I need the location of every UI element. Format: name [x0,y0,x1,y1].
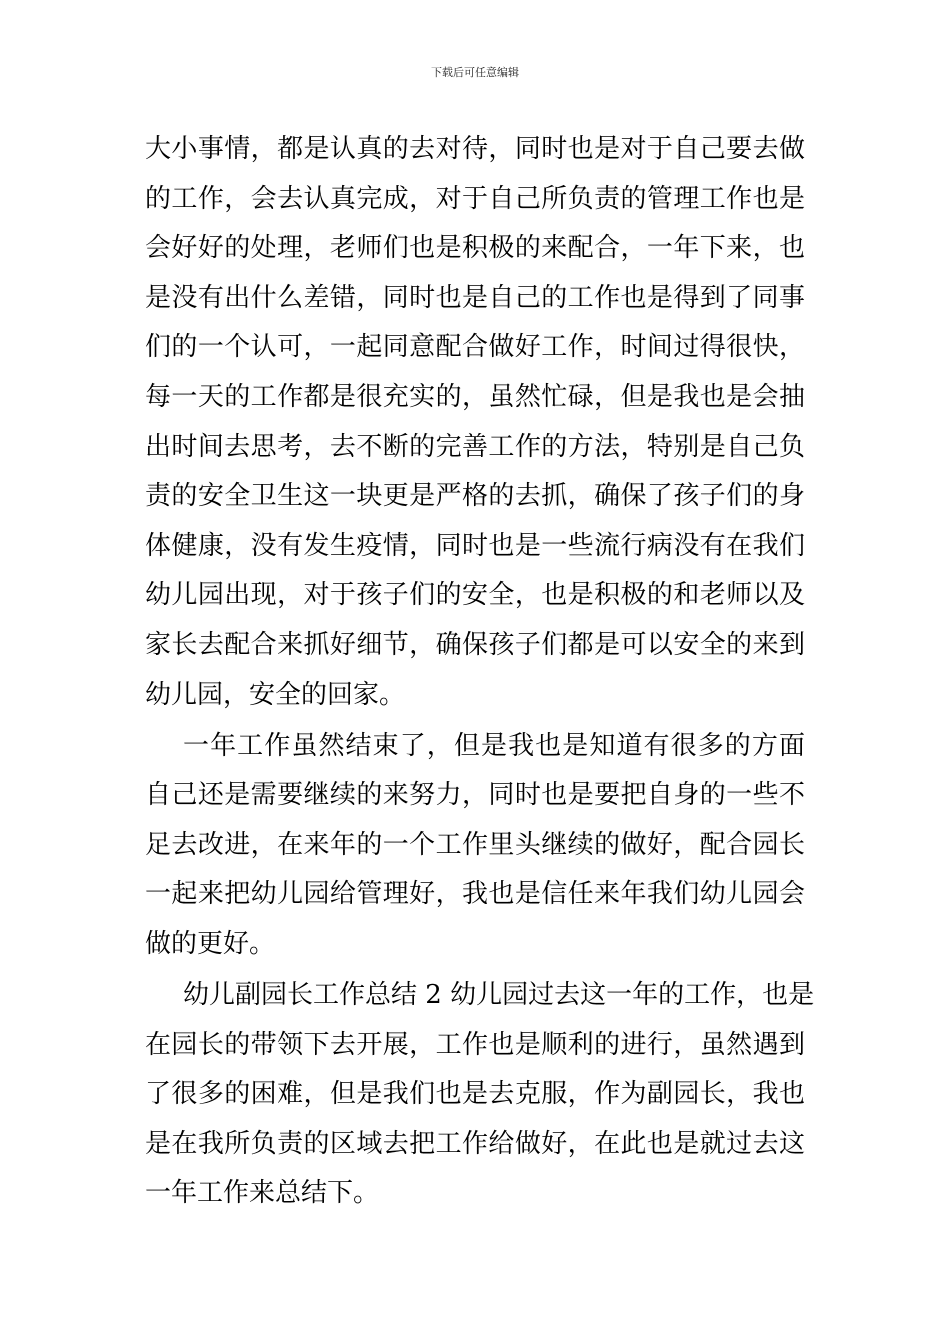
text-line: 们的一个认可，一起同意配合做好工作，时间过得很快， [145,332,805,363]
text-line: 体健康，没有发生疫情，同时也是一些流行病没有在我们 [145,530,805,561]
page-header-note: 下载后可任意编辑 [431,66,519,79]
text-line: 在园长的带领下去开展，工作也是顺利的进行，虽然遇到 [145,1029,805,1060]
text-line: 责的安全卫生这一块更是严格的去抓，确保了孩子们的身 [145,481,805,512]
text-line: 是在我所负责的区域去把工作给做好，在此也是就过去这 [145,1128,805,1159]
text-line: 出时间去思考，去不断的完善工作的方法，特别是自己负 [145,431,805,462]
text-line: 每一天的工作都是很充实的，虽然忙碌，但是我也是会抽 [145,381,805,412]
text-line: 做的更好。 [145,929,276,959]
text-line: 幼儿园出现，对于孩子们的安全，也是积极的和老师以及 [145,580,805,611]
document-body [145,125,815,1219]
text-line: 会好好的处理，老师们也是积极的来配合，一年下来，也 [145,233,805,264]
paragraph-1 [145,125,805,720]
text-line: 足去改进，在来年的一个工作里头继续的做好，配合园长 [145,829,805,860]
text-line: 是没有出什么差错，同时也是自己的工作也是得到了同事 [145,282,805,313]
text-line: 幼儿园，安全的回家。 [145,679,406,710]
text-line: 大小事情，都是认真的去对待，同时也是对于自己要去做 [145,134,805,164]
text-line: 的工作，会去认真完成，对于自己所负责的管理工作也是 [145,183,805,214]
paragraph-3 [145,971,815,1219]
text-line: 一起来把幼儿园给管理好，我也是信任来年我们幼儿园会 [145,879,805,910]
text-line: 一年工作来总结下。 [145,1178,380,1209]
paragraph-2 [145,722,805,970]
text-line: 幼儿副园长工作总结 2 幼儿园过去这一年的工作，也是 [183,980,815,1011]
text-line: 家长去配合来抓好细节，确保孩子们都是可以安全的来到 [145,629,805,660]
text-line: 了很多的困难，但是我们也是去克服，作为副园长，我也 [145,1079,805,1110]
text-line: 一年工作虽然结束了，但是我也是知道有很多的方面 [183,730,805,761]
text-line: 自己还是需要继续的来努力，同时也是要把自身的一些不 [145,780,805,811]
